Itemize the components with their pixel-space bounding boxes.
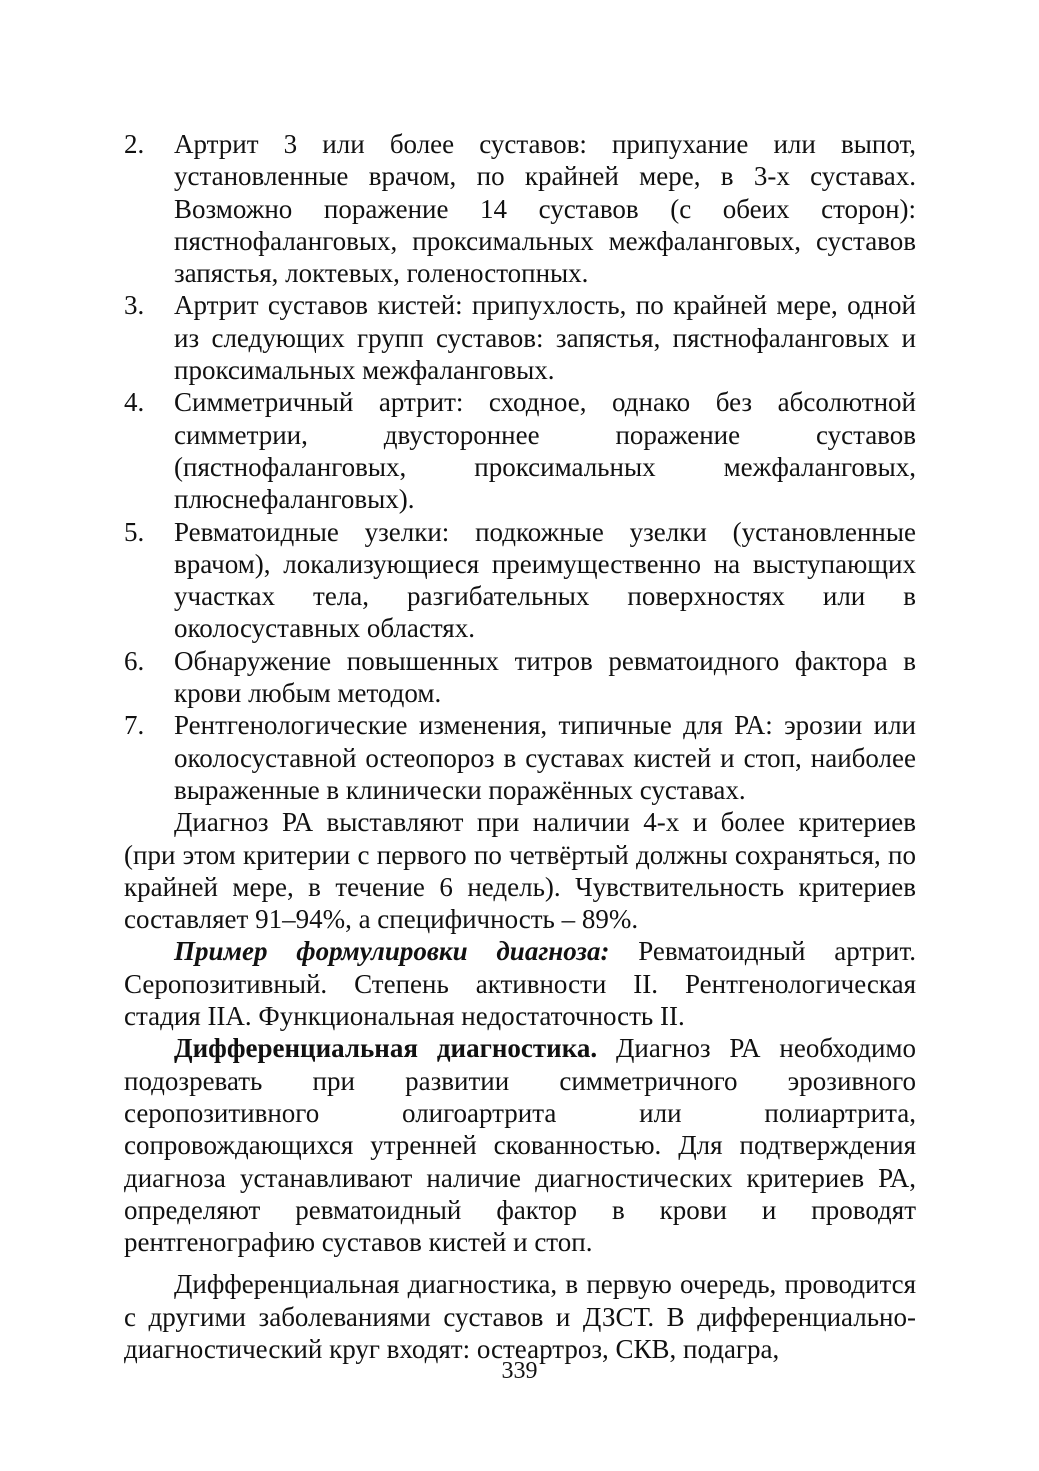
differential-text: Диагноз РА необходимо подозревать при развитии симметричного эрозивного серопозитивного олигоартрита или полиартрита, сопровождающихся утренней скованностью. Для подтверждения диагноза устанавливают наличие диагностических критериев РА, определяют ревматоидный фактор в крови и проводят рентгенографию суставов кистей и стоп.: [124, 1033, 916, 1258]
criteria-item-text: Обнаружение повышенных титров ревматоидного фактора в крови любым методом.: [174, 645, 916, 709]
criteria-item: [124, 289, 916, 386]
criteria-item-number: 5.: [124, 516, 145, 547]
criteria-item: [124, 128, 916, 289]
criteria-item-text: Артрит 3 или более суставов: припухание или выпот, установленные врачом, по крайней мере, в 3-х суставах. Возможно поражение 14 суставов (с обеих сторон): пястнофаланговых, проксимальных межфаланговых, суставов запястья, локтевых, голеностопных.: [174, 129, 916, 289]
differential-circle-paragraph: Дифференциальная диагностика, в первую очередь, проводится с другими заболеваниями суставов и ДЗСТ. В дифференциально-диагностический круг входят: остеартроз, СКВ, подагра,: [124, 1269, 916, 1364]
diagnosis-example-paragraph: [124, 935, 916, 1032]
criteria-item-number: 3.: [124, 290, 145, 321]
criteria-item-text: Симметричный артрит: сходное, однако без абсолютной симметрии, двустороннее поражение суставов (пястнофаланговых, проксимальных межфаланговых, плюснефаланговых).: [174, 387, 916, 515]
criteria-item-text: Рентгенологические изменения, типичные для РА: эрозии или околосуставной остеопороз в суставах кистей и стоп, наиболее выраженные в клинически поражённых суставах.: [174, 710, 916, 805]
criteria-item-text: Артрит суставов кистей: припухлость, по крайней мере, одной из следующих групп суставов: запястья, пястнофаланговых и проксимальных межфаланговых.: [174, 290, 916, 386]
criteria-item: [124, 709, 916, 806]
criteria-item-number: 7.: [124, 710, 145, 741]
criteria-item-text: Ревматоидные узелки: подкожные узелки (установленные врачом), локализующиеся преимущественно на выступающих участках тела, разгибательных поверхностях или в околосуставных областях.: [174, 516, 916, 644]
page-number: 339: [501, 1358, 538, 1384]
differential-paragraph: [124, 1032, 916, 1258]
criteria-item: [124, 386, 916, 515]
criteria-item-number: 4.: [124, 387, 145, 418]
criteria-item-number: 2.: [124, 129, 145, 159]
page-content: [124, 128, 916, 1365]
criteria-item: [124, 645, 916, 710]
criteria-item-number: 6.: [124, 645, 145, 676]
diagnosis-paragraph: Диагноз РА выставляют при наличии 4-х и более критериев (при этом критерии с первого по четвёртый должны сохраняться, по крайней мере, в течение 6 недель). Чувствительность критериев составляет 91–94%, а специфичность – 89%.: [124, 807, 916, 935]
diagnosis-example-text: Ревматоидный артрит. Серопозитивный. Степень активности II. Рентгенологическая стадия IIА. Функциональная недостаточность II.: [124, 936, 916, 1032]
diagnosis-example-lead: Пример формулировки диагноза:: [174, 936, 610, 967]
criteria-list: [124, 128, 916, 806]
differential-lead: Дифференциальная диагностика.: [174, 1033, 598, 1064]
criteria-item: [124, 516, 916, 645]
